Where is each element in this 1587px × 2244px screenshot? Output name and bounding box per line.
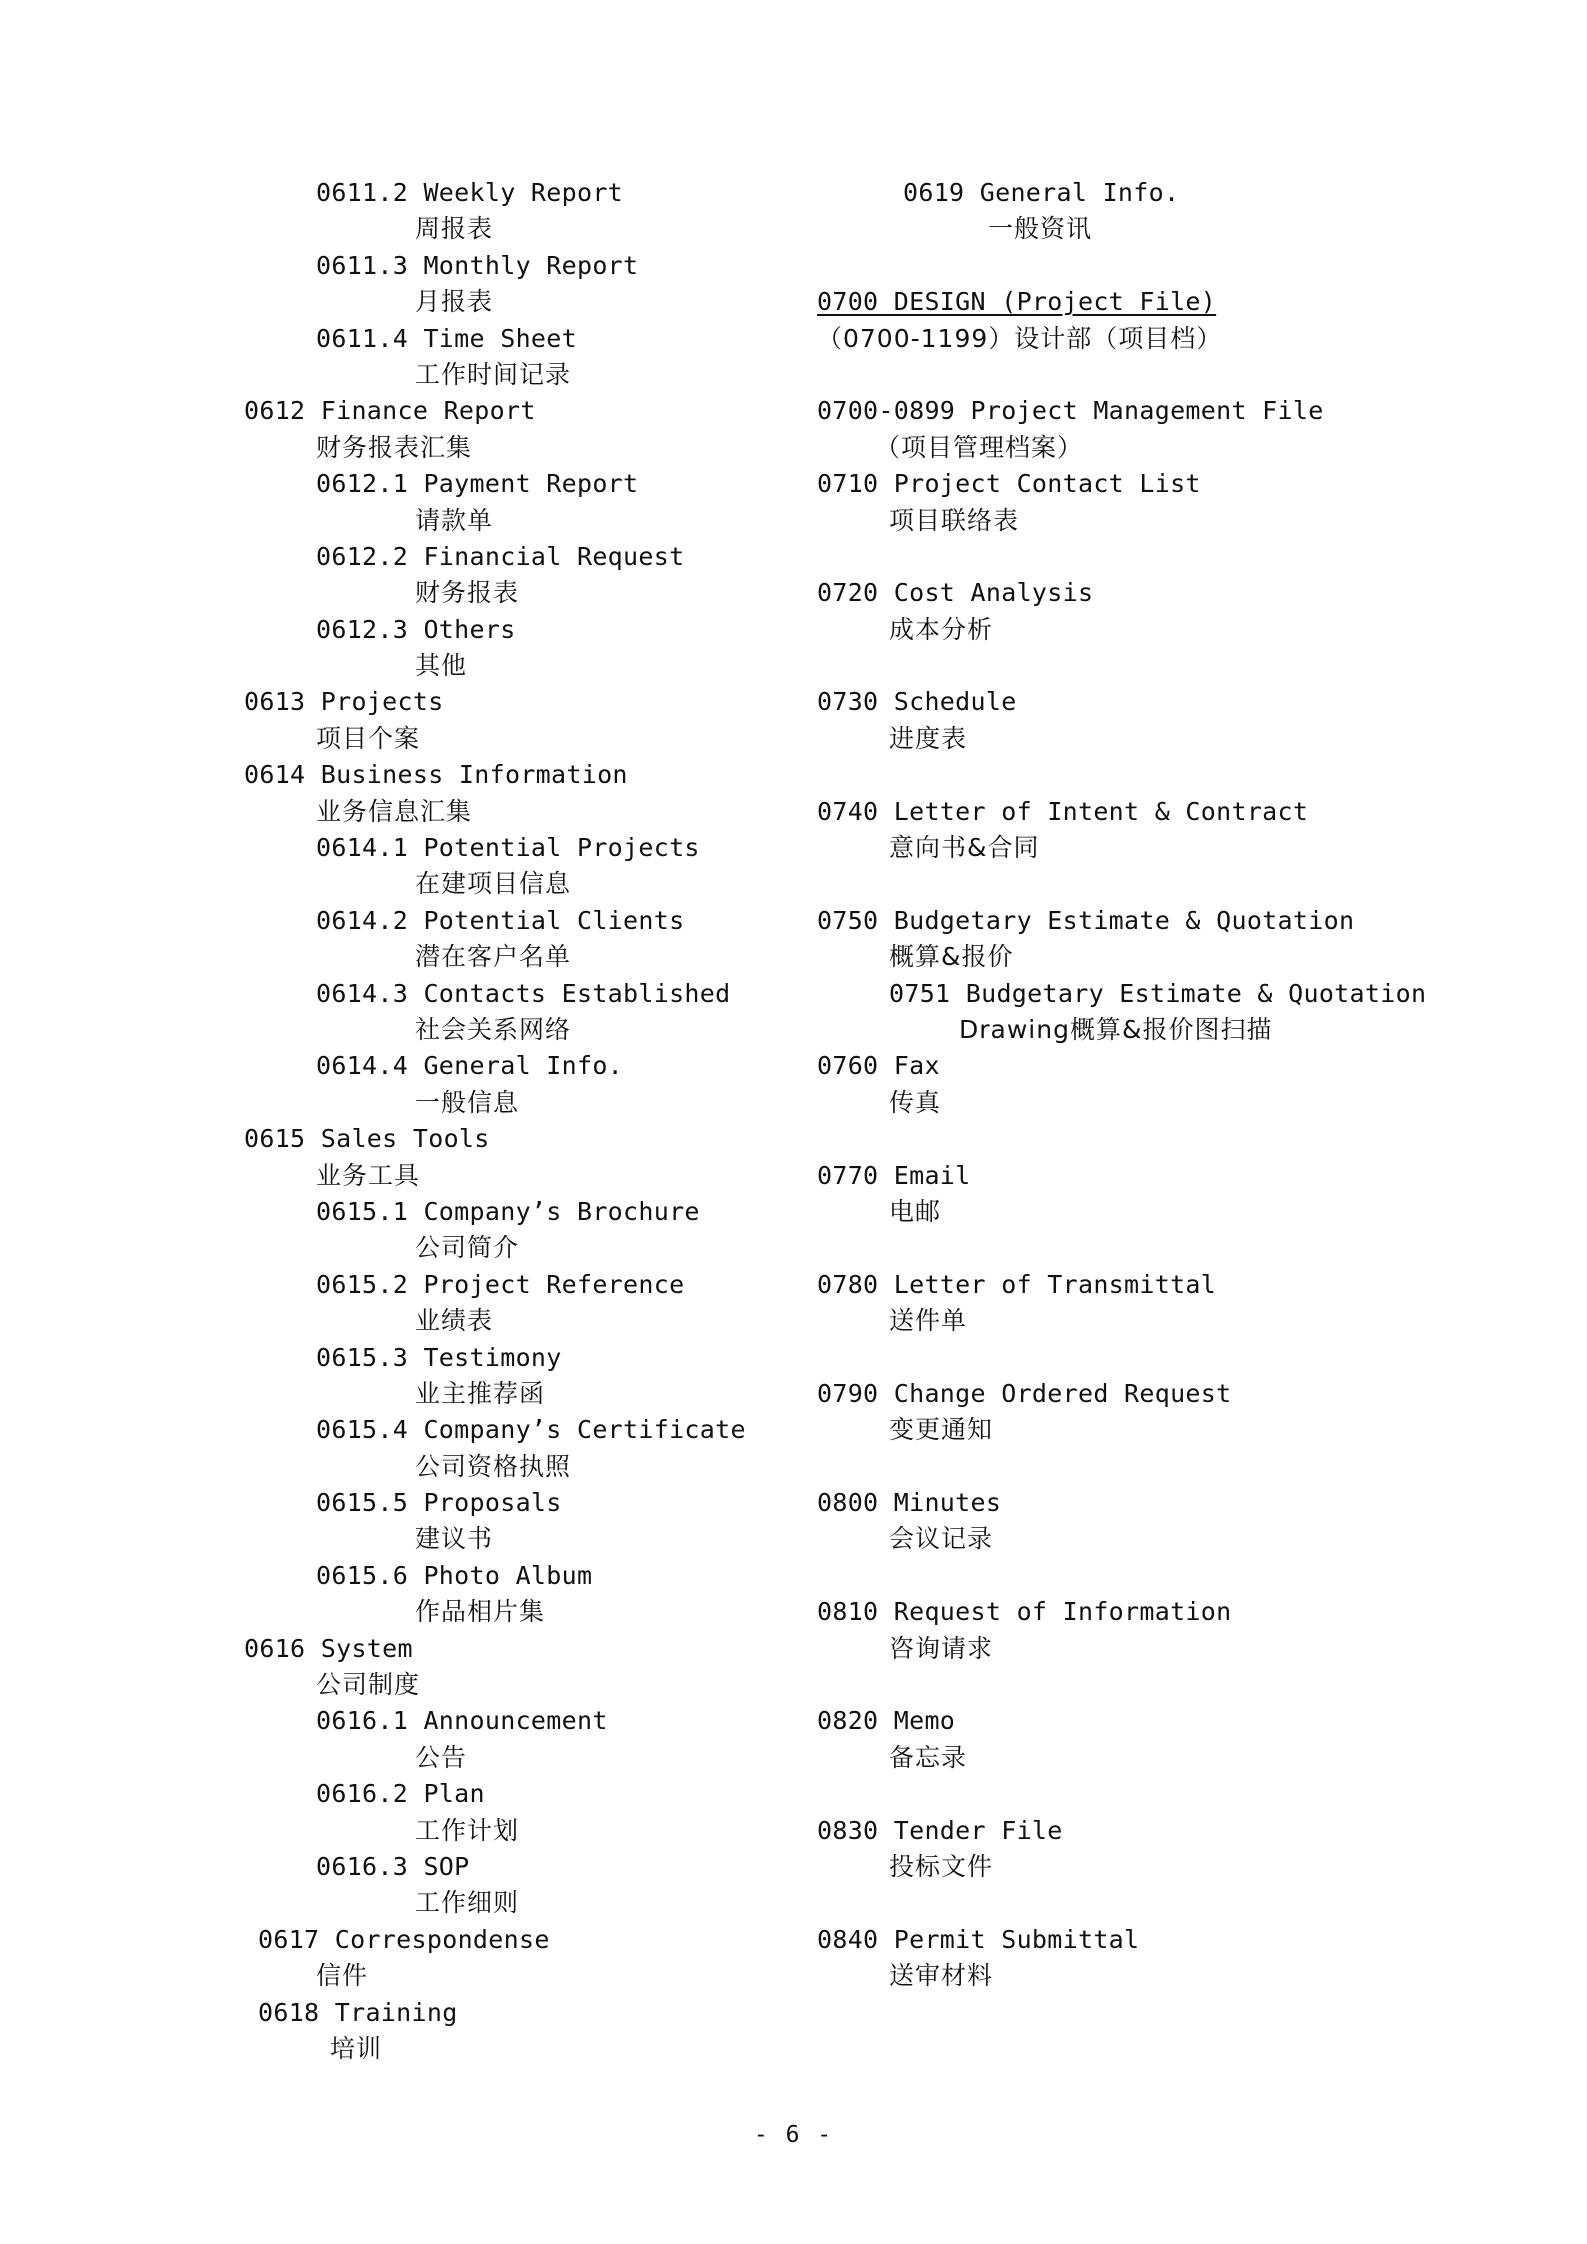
entry-label: 0810 Request of Information <box>817 1597 1232 1627</box>
spacer <box>817 866 1517 902</box>
entry-label: 0751 Budgetary Estimate & Quotation <box>889 978 1427 1008</box>
chinese-label: （项目管理档案） <box>875 432 1084 462</box>
chinese-label: 社会关系网络 <box>415 1014 572 1044</box>
chinese-label: （0700-1199）设计部（项目档） <box>817 323 1223 353</box>
entry-label: 0612.1 Payment Report <box>316 469 639 499</box>
spacer <box>817 1121 1517 1157</box>
chinese-label: 工作时间记录 <box>415 359 572 389</box>
entry-label: 0619 General Info. <box>903 178 1180 207</box>
entry-label: 0611.2 Weekly Report <box>316 178 624 207</box>
page-number: - 6 - <box>753 2122 834 2148</box>
entry-label: 0614.4 General Info. <box>316 1051 624 1081</box>
entry-label: 0790 Change Ordered Request <box>817 1378 1232 1408</box>
spacer <box>817 357 1517 393</box>
chinese-label: 其他 <box>415 651 468 681</box>
spacer <box>817 1449 1517 1485</box>
chinese-label: 请款单 <box>415 505 494 535</box>
chinese-label: 公司资格执照 <box>415 1451 572 1481</box>
chinese-label: 项目联络表 <box>889 505 1020 535</box>
entry-label: 0780 Letter of Transmittal <box>817 1269 1217 1299</box>
entry-label: 0720 Cost Analysis <box>817 578 1094 608</box>
entry-label: 0614.3 Contacts Established <box>316 978 731 1008</box>
entry-label: 0615.1 Company’s Brochure <box>316 1196 700 1226</box>
spacer <box>817 1230 1517 1266</box>
chinese-label: 业绩表 <box>415 1306 494 1336</box>
spacer <box>817 1558 1517 1594</box>
chinese-label: 周报表 <box>415 214 494 244</box>
entry-label: 0615.5 Proposals <box>316 1488 562 1518</box>
entry-label: 0840 Permit Submittal <box>817 1924 1140 1954</box>
chinese-label: 传真 <box>889 1087 942 1117</box>
entry-label: 0616 System <box>244 1633 413 1663</box>
entry-label: 0616.3 SOP <box>316 1851 470 1881</box>
entry-label: 0615.6 Photo Album <box>316 1560 593 1590</box>
entry-label: 0617 Correspondense <box>258 1924 550 1954</box>
chinese-label: Drawing概算&报价图扫描 <box>959 1014 1273 1044</box>
chinese-label: 财务报表 <box>415 578 520 608</box>
entry-label: 0700 DESIGN (Project File) <box>817 287 1217 317</box>
entry-label: 0611.4 Time Sheet <box>316 323 577 353</box>
chinese-label: 变更通知 <box>889 1415 994 1445</box>
entry-label: 0770 Email <box>817 1160 971 1190</box>
chinese-label: 作品相片集 <box>415 1597 546 1627</box>
chinese-label: 财务报表汇集 <box>316 432 473 462</box>
spacer <box>817 1776 1517 1812</box>
spacer <box>817 539 1517 575</box>
entry-label: 0614.2 Potential Clients <box>316 905 685 935</box>
right-column <box>817 175 1517 1995</box>
chinese-label: 工作细则 <box>415 1888 520 1918</box>
chinese-label: 培训 <box>330 2033 383 2063</box>
entry-label: 0618 Training <box>258 1997 458 2027</box>
entry-label: 0615.2 Project Reference <box>316 1269 685 1299</box>
chinese-label: 进度表 <box>889 723 968 753</box>
entry-label: 0614.1 Potential Projects <box>316 833 700 863</box>
entry-label: 0820 Memo <box>817 1706 956 1736</box>
chinese-label: 成本分析 <box>889 614 994 644</box>
chinese-label: 信件 <box>316 1961 369 1991</box>
entry-label: 0611.3 Monthly Report <box>316 250 639 280</box>
entry-label: 0760 Fax <box>817 1051 940 1081</box>
chinese-label: 业务工具 <box>316 1160 421 1190</box>
entry-label: 0710 Project Contact List <box>817 469 1201 499</box>
spacer <box>817 1885 1517 1921</box>
entry-label: 0612 Finance Report <box>244 396 536 426</box>
chinese-label: 送件单 <box>889 1306 968 1336</box>
chinese-label: 月报表 <box>415 287 494 317</box>
chinese-label: 业主推荐函 <box>415 1378 546 1408</box>
chinese-label: 建议书 <box>415 1524 494 1554</box>
chinese-label: 在建项目信息 <box>415 869 572 899</box>
chinese-label: 咨询请求 <box>889 1633 994 1663</box>
chinese-label: 业务信息汇集 <box>316 796 473 826</box>
chinese-label: 概算&报价 <box>889 942 1014 972</box>
chinese-label: 一般信息 <box>415 1087 520 1117</box>
spacer <box>817 248 1517 284</box>
entry-label: 0616.2 Plan <box>316 1779 485 1809</box>
entry-label: 0830 Tender File <box>817 1815 1063 1845</box>
chinese-label: 电邮 <box>889 1196 942 1226</box>
entry-label: 0614 Business Information <box>244 760 628 790</box>
spacer <box>817 1340 1517 1376</box>
chinese-label: 公司简介 <box>415 1233 520 1263</box>
entry-label: 0612.2 Financial Request <box>316 541 685 571</box>
spacer <box>817 648 1517 684</box>
entry-label: 0700-0899 Project Management File <box>817 396 1324 426</box>
chinese-label: 意向书&合同 <box>889 833 1040 863</box>
chinese-label: 公告 <box>415 1742 468 1772</box>
entry-label: 0800 Minutes <box>817 1488 1002 1518</box>
chinese-label: 送审材料 <box>889 1961 994 1991</box>
chinese-label: 会议记录 <box>889 1524 994 1554</box>
spacer <box>817 757 1517 793</box>
chinese-label: 项目个案 <box>316 723 421 753</box>
entry-label: 0613 Projects <box>244 687 444 717</box>
entry-label: 0750 Budgetary Estimate & Quotation <box>817 905 1355 935</box>
chinese-label: 投标文件 <box>889 1851 994 1881</box>
entry-label: 0615.3 Testimony <box>316 1342 562 1372</box>
entry-label: 0615.4 Company’s Certificate <box>316 1415 746 1445</box>
chinese-label: 潜在客户名单 <box>415 942 572 972</box>
entry-label: 0730 Schedule <box>817 687 1017 717</box>
chinese-label: 公司制度 <box>316 1670 421 1700</box>
chinese-label: 一般资讯 <box>988 214 1093 244</box>
spacer <box>817 1667 1517 1703</box>
entry-label: 0740 Letter of Intent & Contract <box>817 796 1309 826</box>
entry-label: 0612.3 Others <box>316 614 516 644</box>
left-column <box>244 175 804 2067</box>
entry-label: 0615 Sales Tools <box>244 1124 490 1154</box>
chinese-label: 备忘录 <box>889 1742 968 1772</box>
chinese-label: 工作计划 <box>415 1815 520 1845</box>
entry-label: 0616.1 Announcement <box>316 1706 608 1736</box>
